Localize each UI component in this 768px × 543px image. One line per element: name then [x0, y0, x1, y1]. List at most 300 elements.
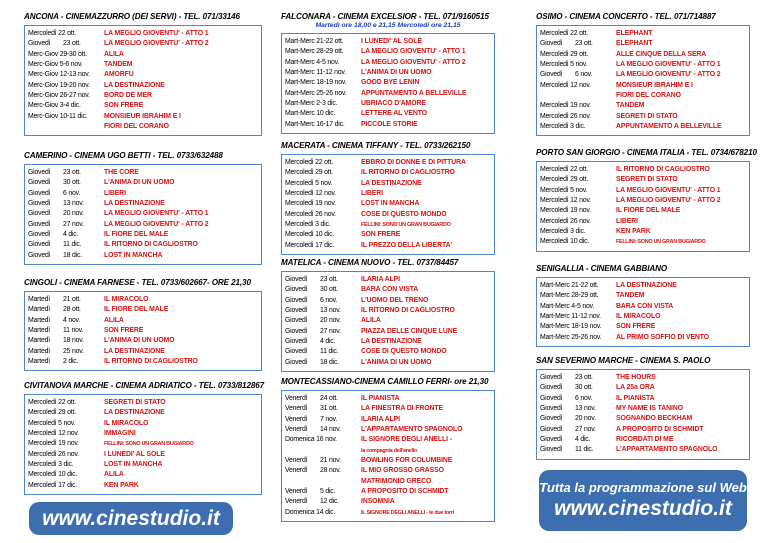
- film-title: KEN PARK: [104, 481, 139, 489]
- civitanova-title: CIVITANOVA MARCHE - CINEMA ADRIATICO - TEL. 0733/812867: [24, 381, 265, 390]
- film-title: COSE DI QUESTO MONDO: [361, 348, 447, 356]
- sanseverino-section: [536, 356, 750, 460]
- screening-day-date: 23 ott.: [575, 40, 593, 48]
- screening-date: [28, 326, 104, 336]
- screening-date: Mercoledì 5 nov.: [285, 179, 333, 187]
- film-title: LA FINESTRA DI FRONTE: [361, 405, 443, 413]
- film-title: LA MEGLIO GIOVENTU' - ATTO 1: [616, 61, 721, 69]
- schedule-row: [28, 209, 259, 219]
- schedule-row: [28, 199, 259, 209]
- schedule-row: [28, 39, 259, 49]
- screening-day-date: 24 ott.: [320, 395, 338, 402]
- screening-day: Giovedì: [28, 220, 51, 228]
- screening-day-date: 23 ott.: [63, 40, 81, 48]
- screening-date: [285, 466, 361, 476]
- schedule-row: [28, 419, 259, 429]
- screening-day-date: 11 nov.: [63, 327, 84, 335]
- screening-day-date: 6 nov.: [575, 71, 593, 79]
- screening-day: Giovedì: [540, 40, 563, 48]
- screening-date: [28, 168, 104, 178]
- screening-day: Giovedì: [285, 307, 308, 315]
- cingoli-title: CINGOLI - CINEMA FARNESE - TEL. 0733/602667- ORE 21,30: [24, 278, 251, 287]
- screening-date: Mercoledì 12 nov.: [540, 81, 591, 89]
- screening-day: Giovedì: [28, 200, 51, 208]
- schedule-row: [540, 165, 747, 175]
- schedule-row: [285, 210, 492, 220]
- osimo-schedule: [536, 25, 750, 136]
- screening-day: Venerdì: [285, 467, 308, 475]
- screening-day-date: 14 nov.: [320, 426, 341, 434]
- film-title: APPUNTAMENTO A BELLEVILLE: [361, 89, 467, 97]
- screening-day: Martedì: [28, 306, 50, 314]
- screening-date: [28, 189, 104, 199]
- film-title: SON FRERE: [104, 327, 144, 335]
- schedule-row: [540, 281, 747, 291]
- film-title: L'ANIMA DI UN UOMO: [104, 179, 175, 187]
- film-title: EBBRO DI DONNE E DI PITTURA: [361, 159, 466, 166]
- schedule-row: [540, 333, 747, 343]
- film-title: PIAZZA DELLE CINQUE LUNE: [361, 327, 458, 335]
- screening-day: Giovedì: [540, 425, 563, 433]
- schedule-row: [28, 50, 259, 60]
- falconara-schedule: [281, 33, 495, 134]
- film-title: SON FRERE: [104, 102, 144, 110]
- screening-day-date: 7 nov.: [320, 415, 338, 423]
- sanseverino-schedule: [536, 369, 750, 460]
- schedule-row: [285, 68, 492, 78]
- schedule-row: [285, 358, 492, 368]
- schedule-row: [285, 168, 492, 178]
- screening-day-date: 21 nov.: [320, 457, 341, 465]
- montecassiano-title: MONTECASSIANO-CINEMA CAMILLO FERRI- ore 21,30: [281, 377, 489, 386]
- film-title: IL RITORNO DI CAGLIOSTRO: [104, 241, 198, 249]
- screening-date: Mercoledì 17 dic.: [28, 481, 78, 489]
- schedule-row: [285, 220, 492, 230]
- screening-date: Mercoledì 12 nov.: [28, 430, 79, 438]
- schedule-row: [540, 101, 747, 111]
- film-title: A PROPOSITO DI SCHMIDT: [616, 425, 704, 433]
- screening-date: [28, 39, 104, 49]
- schedule-row: [540, 81, 747, 102]
- schedule-row: [28, 429, 259, 439]
- screening-day-date: 23 ott.: [63, 169, 81, 176]
- screening-date: Mercoledì 26 nov.: [28, 450, 79, 458]
- screening-date: [540, 70, 616, 80]
- schedule-row: [540, 312, 747, 322]
- film-title: IL PIANISTA: [361, 395, 400, 402]
- film-title: IL PREZZO DELLA LIBERTA': [361, 241, 452, 249]
- screening-date: Mercoledì 26 nov.: [285, 210, 336, 218]
- screening-day-date: 13 nov.: [320, 307, 341, 315]
- schedule-row: [28, 295, 259, 305]
- screening-date: [540, 404, 616, 414]
- ancona-section: [24, 12, 262, 136]
- screening-day: Giovedì: [285, 348, 308, 356]
- screening-date: Mercoledì 22 ott.: [28, 30, 76, 37]
- schedule-row: [28, 305, 259, 315]
- film-title: AMORFU: [104, 71, 134, 79]
- film-title: LIBERI: [104, 189, 126, 197]
- schedule-row: [28, 230, 259, 240]
- schedule-row: [540, 60, 747, 70]
- film-title: LIBERI: [616, 217, 638, 225]
- falconara-section: [281, 12, 495, 134]
- schedule-row: [285, 241, 492, 251]
- film-title: ALILA: [104, 471, 124, 479]
- screening-date: Mart-Merc 11-12 nov.: [285, 69, 346, 77]
- screening-day: Venerdì: [285, 395, 308, 402]
- screening-day-date: 30 ott.: [63, 179, 81, 187]
- schedule-row: [285, 446, 492, 456]
- screening-date: Mercoledì 12 nov.: [285, 190, 336, 198]
- film-title: ELEPHANT: [616, 30, 653, 37]
- screening-day-date: 11 dic.: [575, 446, 594, 454]
- film-title: BORD DE MER: [104, 92, 152, 100]
- screening-date: [28, 230, 104, 240]
- screening-day: Giovedì: [285, 276, 308, 283]
- screening-day: Giovedì: [28, 40, 51, 48]
- screening-date: [285, 327, 361, 337]
- film-title: GOOD BYE LENIN: [361, 79, 420, 87]
- screening-date: Mercoledì 10 dic.: [540, 238, 590, 246]
- screening-day: Martedì: [28, 316, 50, 324]
- screening-day-date: 28 nov.: [320, 467, 341, 475]
- camerino-schedule: [24, 164, 262, 265]
- schedule-row: [28, 70, 259, 80]
- senigallia-schedule: [536, 277, 750, 347]
- schedule-row: [285, 394, 492, 404]
- screening-day: Giovedì: [285, 358, 308, 366]
- schedule-row: [28, 460, 259, 470]
- schedule-row: [540, 394, 747, 404]
- screening-day-date: 18 nov.: [63, 337, 84, 345]
- schedule-row: [540, 302, 747, 312]
- schedule-row: [540, 186, 747, 196]
- schedule-row: [285, 275, 492, 285]
- schedule-row: [540, 227, 747, 237]
- screening-date: Mercoledì 5 nov.: [540, 186, 588, 194]
- film-title: ALLE CINQUE DELLA SERA: [616, 50, 707, 58]
- film-title: TANDEM: [616, 102, 645, 110]
- schedule-row: [540, 39, 747, 49]
- schedule-row: [28, 408, 259, 418]
- cingoli-section: [24, 278, 262, 371]
- film-title: I LUNEDI' AL SOLE: [361, 38, 422, 45]
- schedule-row: [285, 58, 492, 68]
- schedule-row: [540, 373, 747, 383]
- screening-date: [285, 425, 361, 435]
- film-title: ILARIA ALPI: [361, 276, 400, 283]
- screening-date: Merc-Giov 29-30 ott.: [28, 50, 87, 58]
- screening-date: Mart-Merc 10 dic.: [285, 110, 336, 118]
- film-title: IMMAGINI: [104, 430, 136, 438]
- schedule-row: [285, 78, 492, 88]
- screening-day: Giovedì: [540, 374, 563, 381]
- schedule-row: [28, 347, 259, 357]
- film-title: IL RITORNO DI CAGLIOSTRO: [616, 166, 710, 173]
- osimo-section: [536, 12, 750, 136]
- film-title: AL PRIMO SOFFIO DI VENTO: [616, 333, 710, 341]
- screening-date: Mart-Merc 28-29 ott.: [285, 48, 344, 56]
- schedule-row: [285, 466, 492, 487]
- schedule-row: [285, 415, 492, 425]
- screening-date: Mercoledì 19 nov.: [28, 440, 79, 448]
- screening-date: [28, 240, 104, 250]
- schedule-row: [285, 230, 492, 240]
- film-title: APPUNTAMENTO A BELLEVILLE: [616, 123, 722, 131]
- sanseverino-title: SAN SEVERINO MARCHE - CINEMA S. PAOLO: [536, 356, 711, 365]
- film-title: ALILA: [361, 317, 381, 325]
- left-column: [24, 0, 265, 543]
- schedule-row: [285, 487, 492, 497]
- screening-date: Mart-Merc 25-26 nov.: [285, 89, 347, 97]
- matelica-title: MATELICA - CINEMA NUOVO - TEL. 0737/84457: [281, 258, 459, 267]
- screening-day-date: 13 nov.: [63, 200, 84, 208]
- schedule-row: [285, 158, 492, 168]
- screening-date: [285, 456, 361, 466]
- screening-day: Giovedì: [285, 296, 308, 304]
- screening-day-date: 20 nov.: [320, 317, 341, 325]
- film-title: LOST IN MANCHA: [104, 251, 163, 259]
- screening-day-date: 27 nov.: [575, 425, 596, 433]
- film-title: SON FRERE: [616, 323, 656, 331]
- screening-day-date: 28 ott.: [63, 306, 81, 314]
- screening-day-date: 23 ott.: [320, 276, 338, 283]
- film-title: IL FIORE DEL MALE: [104, 306, 169, 314]
- screening-day: Giovedì: [285, 327, 308, 335]
- schedule-row: [285, 337, 492, 347]
- website-banner-left[interactable]: www.cinestudio.it: [29, 502, 233, 535]
- schedule-row: [28, 326, 259, 336]
- screening-date: [28, 220, 104, 230]
- camerino-section: [24, 151, 262, 265]
- schedule-row: [28, 91, 259, 101]
- film-title: I LUNEDI' AL SOLE: [104, 450, 165, 458]
- screening-date: Merc-Giov 3-4 dic.: [28, 102, 81, 110]
- schedule-row: [28, 112, 259, 133]
- screening-date: Mart-Merc 25-26 nov.: [540, 333, 602, 341]
- screening-date: [285, 497, 361, 507]
- screening-date: Merc-Giov 19-20 nov.: [28, 81, 90, 89]
- screening-day: Venerdì: [285, 405, 308, 413]
- film-title: FELLINI: SONO UN GRAN BUGIARDO: [361, 222, 451, 229]
- screening-date: Mart-Merc 21-22 ott.: [285, 38, 344, 45]
- film-title: LA DESTINAZIONE: [361, 338, 422, 346]
- schedule-row: [285, 189, 492, 199]
- film-title: INSOMNIA: [361, 498, 395, 506]
- film-title: MONSIEUR IBRAHIM E I FIORI DEL CORANO: [616, 81, 693, 100]
- screening-date: [540, 414, 616, 424]
- schedule-row: [540, 50, 747, 60]
- schedule-row: [285, 508, 492, 518]
- film-title: SEGRETI DI STATO: [104, 399, 166, 406]
- screening-day: Giovedì: [285, 317, 308, 325]
- schedule-row: [285, 37, 492, 47]
- screening-date: Merc-Giov 26-27 nov.: [28, 92, 90, 100]
- screening-date: Merc-Giov 5-6 nov.: [28, 61, 83, 69]
- schedule-row: [540, 237, 747, 247]
- film-title: MONSIEUR IBRAHIM E I FIORI DEL CORANO: [104, 112, 181, 131]
- schedule-row: [540, 404, 747, 414]
- film-title: L'ANIMA DI UN UOMO: [361, 69, 432, 77]
- screening-date: Merc-Giov 10-11 dic.: [28, 112, 88, 120]
- film-title: LA MEGLIO GIOVENTU' - ATTO 1: [361, 48, 466, 56]
- screening-date: [28, 357, 104, 367]
- screening-date: [285, 306, 361, 316]
- senigallia-section: [536, 264, 750, 347]
- screening-day-date: 5 dic.: [320, 488, 336, 496]
- schedule-row: [285, 109, 492, 119]
- falconara-subtitle: Martedì ore 18,00 e 21,15 Mercoledì ore 21,15: [315, 22, 461, 29]
- film-title: LA MEGLIO GIOVENTU' - ATTO 1: [616, 186, 721, 194]
- screening-date: Mercoledì 29 ott.: [540, 50, 588, 58]
- montecassiano-schedule: [281, 390, 495, 522]
- schedule-row: [285, 435, 492, 445]
- screening-date: Mercoledì 3 dic.: [540, 228, 586, 236]
- screening-day-date: 27 nov.: [63, 220, 84, 228]
- schedule-row: [540, 112, 747, 122]
- film-title: IL PIANISTA: [616, 394, 655, 402]
- screening-day: Venerdì: [285, 498, 308, 506]
- screening-day-date: 18 dic.: [63, 251, 82, 259]
- schedule-row: [540, 217, 747, 227]
- film-title: L'APPARTAMENTO SPAGNOLO: [361, 426, 463, 434]
- schedule-row: [28, 439, 259, 449]
- schedule-row: [28, 398, 259, 408]
- film-title: MY NAME IS TANINO: [616, 405, 683, 413]
- film-title: IL MIRACOLO: [104, 419, 149, 427]
- banner-tagline: Tutta la programmazione sul Web: [539, 479, 747, 495]
- schedule-row: [28, 101, 259, 111]
- film-title: LA MEGLIO GIOVENTU' - ATTO 2: [616, 71, 721, 79]
- screening-day-date: 30 ott.: [575, 384, 593, 392]
- film-title: LA DESTINAZIONE: [361, 179, 422, 187]
- screening-day: Venerdì: [285, 415, 308, 423]
- schedule-row: [540, 122, 747, 132]
- screening-date: [285, 337, 361, 347]
- screening-date: [285, 275, 361, 285]
- schedule-row: [28, 178, 259, 188]
- screening-date: Mercoledì 22 ott.: [28, 399, 76, 406]
- screening-day: Martedì: [28, 358, 50, 366]
- schedule-row: [540, 196, 747, 206]
- screening-day-date: 20 nov.: [575, 415, 596, 423]
- schedule-row: [285, 89, 492, 99]
- schedule-row: [285, 285, 492, 295]
- film-title: A PROPOSITO DI SCHMIDT: [361, 488, 449, 496]
- film-title: L'ANIMA DI UN UOMO: [104, 337, 175, 345]
- screening-date: [28, 305, 104, 315]
- osimo-title: OSIMO - CINEMA CONCERTO - TEL. 071/714887: [536, 12, 716, 21]
- film-title: FELLINI: SONO UN GRAN BUGIARDO: [104, 441, 194, 448]
- film-title: LA DESTINAZIONE: [104, 347, 165, 355]
- film-title: TANDEM: [616, 292, 645, 300]
- screening-date: Mart-Merc 16-17 dic.: [285, 120, 345, 128]
- film-title: SEGRETI DI STATO: [616, 112, 678, 120]
- film-title: SON FRERE: [361, 231, 401, 239]
- portosangiorgio-schedule: [536, 161, 750, 252]
- schedule-row: [285, 47, 492, 57]
- schedule-row: [28, 81, 259, 91]
- schedule-row: [285, 316, 492, 326]
- schedule-row: [540, 435, 747, 445]
- screening-date: Mercoledì 29 ott.: [285, 169, 333, 177]
- screening-day: Giovedì: [540, 384, 563, 392]
- film-title: LA DESTINAZIONE: [104, 409, 165, 417]
- civitanova-section: [24, 381, 265, 495]
- film-title: LA DESTINAZIONE: [104, 81, 165, 89]
- film-title: SEGRETI DI STATO: [616, 176, 678, 184]
- film-title: RICORDATI DI ME: [616, 436, 674, 444]
- senigallia-title: SENIGALLIA - CINEMA GABBIANO: [536, 264, 668, 273]
- film-title: LA MEGLIO GIOVENTU' - ATTO 2: [104, 220, 209, 228]
- screening-date: [28, 199, 104, 209]
- schedule-row: [540, 445, 747, 455]
- film-title: IL FIORE DEL MALE: [616, 207, 681, 215]
- film-title: LA DESTINAZIONE: [616, 282, 677, 289]
- schedule-row: [28, 336, 259, 346]
- screening-date: Mart-Merc 4-5 nov.: [285, 58, 340, 66]
- film-title: IL RITORNO DI CAGLIOSTRO: [361, 307, 455, 315]
- screening-date: Mart-Merc 28-29 ott.: [540, 292, 599, 300]
- screening-date: [540, 425, 616, 435]
- screening-day: Martedì: [28, 296, 50, 303]
- screening-day: Venerdì: [285, 488, 308, 496]
- screening-date: [540, 435, 616, 445]
- schedule-row: [285, 347, 492, 357]
- screening-date: [285, 358, 361, 368]
- screening-date: Mercoledì 22 ott.: [540, 30, 588, 37]
- film-title: LA MEGLIO GIOVENTU' - ATTO 2: [616, 197, 721, 205]
- screening-day: Venerdì: [285, 426, 308, 434]
- schedule-row: [28, 220, 259, 230]
- portosangiorgio-title: PORTO SAN GIORGIO - CINEMA ITALIA - TEL. 0734/678210: [536, 148, 757, 157]
- screening-date: Merc-Giov 12-13 nov.: [28, 71, 90, 79]
- schedule-row: [285, 404, 492, 414]
- schedule-row: [285, 199, 492, 209]
- cingoli-schedule: [24, 291, 262, 371]
- film-title: IL MIRACOLO: [104, 296, 149, 303]
- schedule-row: [540, 175, 747, 185]
- screening-date: [28, 209, 104, 219]
- screening-day-date: 4 nov.: [63, 316, 81, 324]
- film-title: IL SIGNORE DEGLI ANELLI - le due torri: [361, 509, 454, 516]
- schedule-row: [285, 179, 492, 189]
- screening-date: [540, 445, 616, 455]
- screening-date: Mart-Merc 4-5 nov.: [540, 302, 595, 310]
- screening-day-date: 6 nov.: [320, 296, 338, 304]
- screening-day: Giovedì: [28, 231, 51, 239]
- screening-date: Mercoledì 3 dic.: [540, 123, 586, 131]
- schedule-row: [28, 357, 259, 367]
- screening-date: Mart-Merc 11-12 nov.: [540, 313, 601, 321]
- film-title: LOST IN MANCHA: [361, 200, 420, 208]
- film-title: L'ANIMA DI UN UOMO: [361, 358, 432, 366]
- screening-date: Mercoledì 19 nov.: [285, 200, 336, 208]
- portosangiorgio-section: [536, 148, 757, 252]
- film-title: TANDEM: [104, 61, 133, 69]
- screening-date: [540, 39, 616, 49]
- screening-day: Giovedì: [285, 338, 308, 346]
- schedule-row: [285, 296, 492, 306]
- film-title: LOST IN MANCHA: [104, 461, 163, 469]
- screening-date: Mercoledì 3 dic.: [28, 461, 74, 469]
- film-title: ELEPHANT: [616, 40, 653, 48]
- montecassiano-section: [281, 377, 495, 522]
- website-banner-right[interactable]: [539, 470, 747, 531]
- film-title: LA MEGLIO GIOVENTU' - ATTO 1: [104, 210, 209, 218]
- screening-day-date: 6 nov.: [63, 189, 81, 197]
